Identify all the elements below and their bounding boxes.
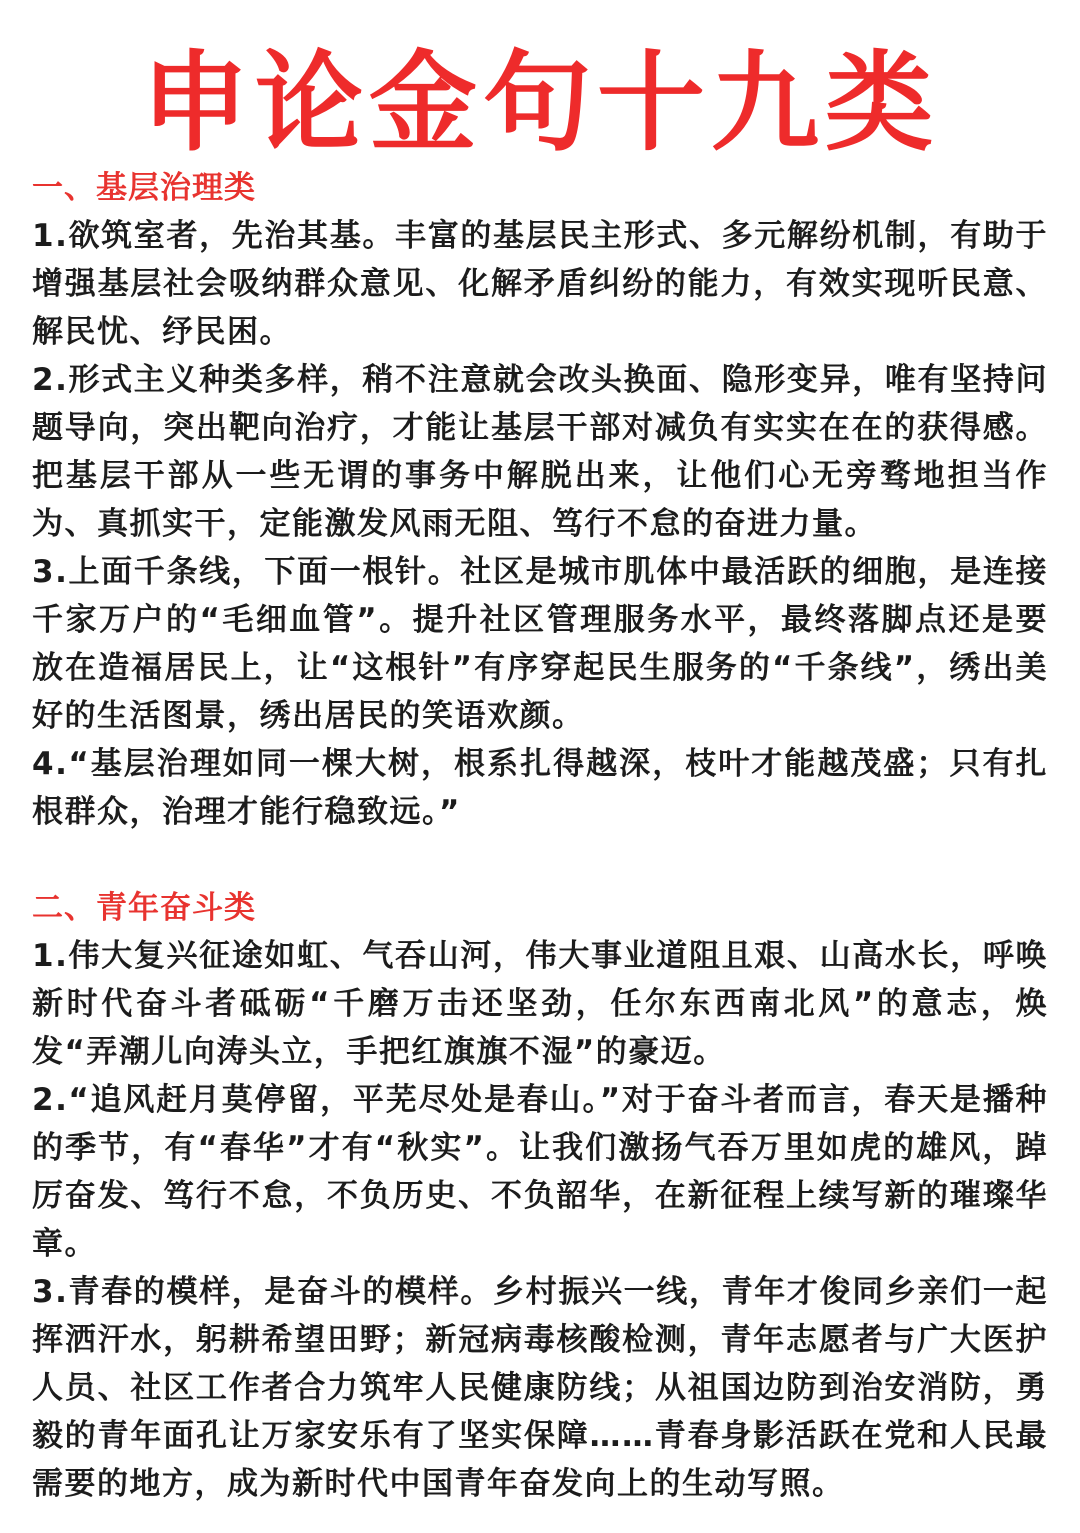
section-heading: 一、基层治理类 [32,170,256,206]
quote-paragraph: 1.伟大复兴征途如虹、气吞山河，伟大事业道阻且艰、山高水长，呼唤新时代奋斗者砥砺“千磨万击还坚劲，任尔东西南北风”的意志，焕发“弄潮儿向涛头立，手把红旗旗不湿”的豪迈。 [32,938,1048,1070]
page-title: 申论金句十九类 [140,41,939,166]
section-grassroots-governance [32,164,1048,836]
section-heading: 二、青年奋斗类 [32,890,256,926]
section-youth-striving [32,884,1048,1508]
quote-paragraph: 1.欲筑室者，先治其基。丰富的基层民主形式、多元解纷机制，有助于增强基层社会吸纳群众意见、化解矛盾纠纷的能力，有效实现听民意、解民忧、纾民困。 [32,218,1048,350]
section-spacer [32,836,1048,884]
quote-paragraph: 4.“基层治理如同一棵大树，根系扎得越深，枝叶才能越茂盛；只有扎根群众，治理才能行稳致远。” [32,746,1048,830]
quote-paragraph: 3.青春的模样，是奋斗的模样。乡村振兴一线，青年才俊同乡亲们一起挥洒汗水，躬耕希望田野；新冠病毒核酸检测，青年志愿者与广大医护人员、社区工作者合力筑牢人民健康防线；从祖国边防到治安消防，勇毅的青年面孔让万家安乐有了坚实保障……青春身影活跃在党和人民最需要的地方，成为新时代中国青年奋发向上的生动写照。 [32,1274,1048,1502]
quote-paragraph: 3.上面千条线，下面一根针。社区是城市肌体中最活跃的细胞，是连接千家万户的“毛细血管”。提升社区管理服务水平，最终落脚点还是要放在造福居民上，让“这根针”有序穿起民生服务的“千条线”，绣出美好的生活图景，绣出居民的笑语欢颜。 [32,554,1048,734]
quote-paragraph: 2.“追风赶月莫停留，平芜尽处是春山。”对于奋斗者而言，春天是播种的季节，有“春华”才有“秋实”。让我们激扬气吞万里如虎的雄风，踔厉奋发、笃行不怠，不负历史、不负韶华，在新征程上续写新的璀璨华章。 [32,1082,1048,1262]
quote-paragraph: 2.形式主义种类多样，稍不注意就会改头换面、隐形变异，唯有坚持问题导向，突出靶向治疗，才能让基层干部对减负有实实在在的获得感。把基层干部从一些无谓的事务中解脱出来，让他们心无旁骛地担当作为、真抓实干，定能激发风雨无阻、笃行不怠的奋进力量。 [32,362,1048,542]
